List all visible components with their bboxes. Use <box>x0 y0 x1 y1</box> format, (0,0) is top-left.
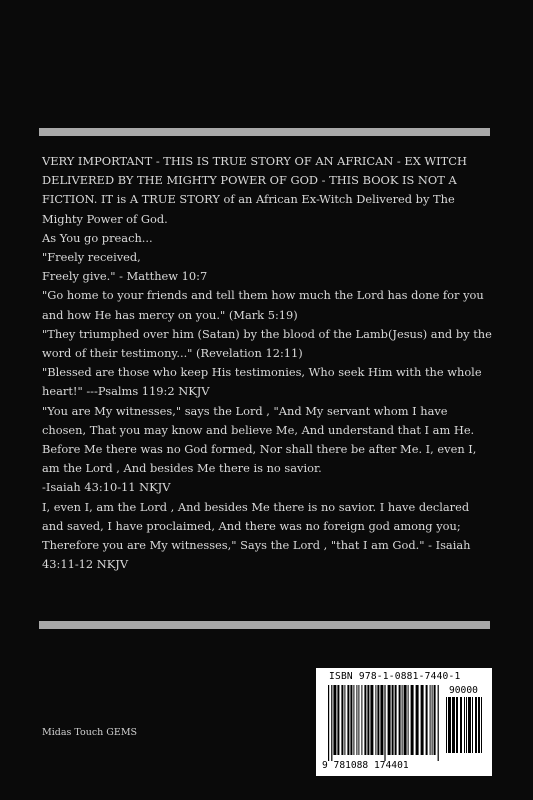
barcode-bar <box>341 685 343 755</box>
barcode-bar <box>328 685 329 761</box>
barcode-bar <box>481 697 482 753</box>
quote-paragraph: "You are My witnesses," says the Lord , "And My servant whom I have chosen, That you may know and believe Me, And understand that I am He. Before Me there was no God formed, Nor shall there be after Me. I, even I, am the Lord , And besides Me there is no savior. <box>42 403 477 476</box>
barcode-bar <box>377 685 379 755</box>
publisher-name: Midas Touch GEMS <box>42 727 138 738</box>
barcode-bar <box>456 697 458 753</box>
addon-number: 90000 <box>449 685 478 696</box>
quote-paragraph: "Go home to your friends and tell them how much the Lord has done for you and how He has mercy on you." (Mark 5:19) <box>42 288 484 322</box>
barcode-bar <box>353 685 354 755</box>
top-divider <box>39 128 490 136</box>
barcode-bar <box>337 685 339 755</box>
barcode-bar <box>478 697 480 753</box>
barcode-bar <box>384 685 385 761</box>
barcode-bar <box>347 685 349 755</box>
barcode-bar <box>468 697 471 753</box>
intro-paragraph: VERY IMPORTANT - THIS IS TRUE STORY OF AN AFRICAN - EX WITCH DELIVERED BY THE MIGHTY POWER OF GOD - THIS BOOK IS NOT A FICTION. IT is A TRUE STORY of an African Ex-Witch Delivered by The Mighty Power of God. <box>42 154 467 226</box>
quote-line: Freely give." - Matthew 10:7 <box>42 269 208 284</box>
barcode-bar <box>399 685 401 755</box>
barcode-bar <box>356 685 357 755</box>
isbn-barcode <box>316 668 492 776</box>
barcode-bar <box>358 685 359 755</box>
bottom-divider <box>39 621 490 629</box>
barcode-bar <box>434 685 436 755</box>
barcode-bar <box>364 685 366 755</box>
barcode-bar <box>331 685 332 761</box>
barcode-bar <box>408 685 409 755</box>
barcode-bar <box>411 685 414 755</box>
barcode-bar <box>361 685 362 755</box>
quote-paragraph: I, even I, am the Lord , And besides Me there is no savior. I have declared and saved, I have proclaimed, And there was no foreign god among you; Therefore you are My witnesses," Says the Lord , "that I am God." - Isaiah 43:11-12 NKJV <box>42 499 471 572</box>
barcode-bar <box>430 685 431 755</box>
barcode-bar <box>350 685 352 755</box>
barcode-bar <box>380 685 383 755</box>
quote-paragraph: "They triumphed over him (Satan) by the blood of the Lamb(Jesus) and by the word of their testimony..." (Revelation 12:11) <box>42 326 492 361</box>
back-cover-text <box>42 152 492 574</box>
barcode-bar <box>472 697 473 753</box>
barcode-bar <box>426 685 428 755</box>
barcode-bar <box>404 685 407 755</box>
barcode-bar <box>370 685 373 755</box>
preach-line: As You go preach... <box>42 230 153 245</box>
barcode-bar <box>395 685 397 755</box>
barcode-bar <box>452 697 455 753</box>
barcode-bar <box>392 685 394 755</box>
barcode-bar <box>367 685 369 755</box>
barcode-bar <box>432 685 433 755</box>
addon-bars <box>446 697 486 759</box>
barcode-bar <box>416 685 419 755</box>
barcode-bar <box>388 685 391 755</box>
barcode-bar <box>375 685 376 755</box>
quote-line: "Freely received, <box>42 250 141 265</box>
ean-number: 9 781088 174401 <box>322 760 409 771</box>
barcode-bar <box>446 697 447 753</box>
barcode-bar <box>448 697 451 753</box>
barcode-bar <box>421 685 424 755</box>
barcode-bar <box>475 697 477 753</box>
isbn-label: ISBN 978-1-0881-7440-1 <box>329 671 461 682</box>
barcode-bar <box>466 697 467 753</box>
barcode-bar <box>402 685 403 755</box>
barcode-bar <box>464 697 465 753</box>
barcode-bar <box>460 697 462 753</box>
quote-paragraph: "Blessed are those who keep His testimonies, Who seek Him with the whole heart!" ---Psalms 119:2 NKJV <box>42 365 482 399</box>
citation-line: -Isaiah 43:10-11 NKJV <box>42 480 171 495</box>
barcode-bar <box>438 685 439 761</box>
barcode-bar <box>333 685 336 755</box>
barcode-bar <box>344 685 345 755</box>
ean-bars <box>328 685 442 761</box>
